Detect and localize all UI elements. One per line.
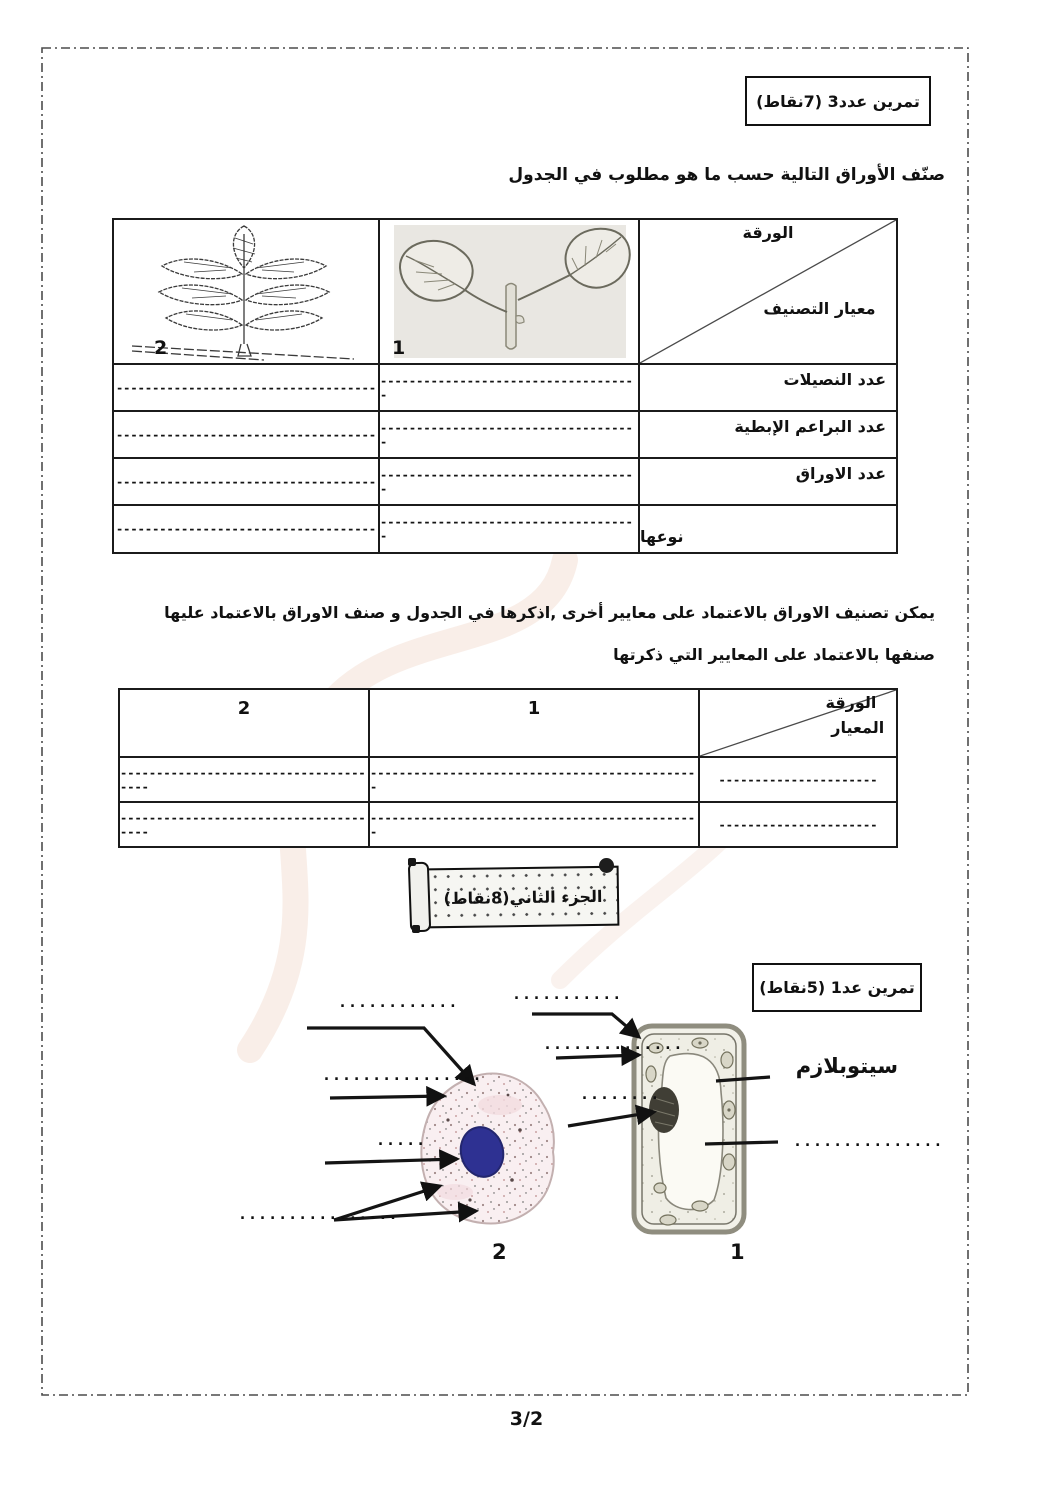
answer-blank: ---------------------------------------------- <box>370 758 698 801</box>
classification-table-2 <box>118 688 898 848</box>
answer-blank: ------------------------------------ <box>380 365 638 410</box>
table2-col1-header: 1 <box>370 690 698 756</box>
animal-cell-number: 2 <box>492 1240 507 1264</box>
animal-nucleus-label-blank: ..... <box>376 1131 427 1149</box>
answer-blank: ------------------------------------ <box>114 365 378 410</box>
banner-roll-cap-top <box>408 858 416 866</box>
page-number: 3/2 <box>509 1408 544 1430</box>
table2-corner-criterion-label: المعيار <box>831 717 885 737</box>
table1-corner-criterion-label: معيار التصنيف <box>763 298 876 318</box>
banner-scroll-roll <box>408 862 431 933</box>
answer-blank: ---------------------------------------------- <box>370 803 698 846</box>
animal-membrane-label-blank: ................ <box>322 1066 483 1084</box>
banner-scroll-knob <box>599 858 614 873</box>
plant-cell-number: 1 <box>730 1240 745 1264</box>
exercise1-title: تمرين عد1 (5نقاط) <box>759 978 915 997</box>
row-label-leaf-type: نوعها <box>640 506 896 552</box>
criterion-blank: ---------------------- <box>700 803 896 846</box>
criterion-blank: ---------------------- <box>700 758 896 801</box>
answer-blank: ------------------------------------ <box>380 459 638 504</box>
animal-bottom-label-blank: ................ <box>238 1205 399 1223</box>
figure2-number: 2 <box>154 337 168 359</box>
answer-blank: ------------------------------------ <box>114 459 378 504</box>
row-label-leaves-count: عدد الاوراق <box>640 459 896 504</box>
plant-cell-figure <box>634 1026 744 1232</box>
row-label-leaflets-count: عدد النصيلات <box>640 365 896 410</box>
answer-blank: -------------------------------------- <box>120 758 368 801</box>
simple-leaf-figure <box>380 220 638 363</box>
simple-leaf-cell <box>380 220 638 363</box>
row-label-axillary-buds-count: عدد البراعم الإبطية <box>640 412 896 457</box>
answer-blank: -------------------------------------- <box>120 803 368 846</box>
part2-banner-label: الجزء الثاني(8نقاط) <box>443 886 603 908</box>
note-line-2: صنفها بالاعتماد على المعايير التي ذكرتها <box>613 645 935 664</box>
classification-table-1 <box>112 218 898 554</box>
animal-top-label-blank: ............ <box>338 993 459 1011</box>
table1-corner-cell <box>640 220 896 363</box>
answer-blank: ------------------------------------ <box>114 506 378 552</box>
table2-corner-leaf-label: الورقة <box>825 693 877 712</box>
plant-wall-label-blank: .............. <box>543 1035 684 1053</box>
table2-col2-header: 2 <box>120 690 368 756</box>
answer-blank: ------------------------------------ <box>380 412 638 457</box>
exercise3-title: تمرين عدد3 (7نقاط) <box>756 91 920 111</box>
table2-corner-cell <box>700 690 896 756</box>
exercise1-title-box <box>752 963 922 1012</box>
note-line-1: يمكن تصنيف الاوراق بالاعتماد على معايير أخرى ,اذكرها في الجدول و صنف الاوراق بالاعتماد عليها <box>164 603 935 622</box>
table1-corner-leaf-label: الورقة <box>742 223 794 242</box>
part2-banner <box>427 866 620 929</box>
banner-roll-cap-bottom <box>412 925 420 933</box>
exercise3-instruction: صنّف الأوراق التالية حسب ما هو مطلوب في الجدول <box>508 165 945 185</box>
plant-top-label-blank: ........... <box>512 985 623 1003</box>
cytoplasm-label: سيتوبلازم <box>795 1054 898 1078</box>
plant-vacuole-label-blank: ............... <box>793 1132 944 1150</box>
figure1-number: 1 <box>392 337 406 359</box>
plant-nucleus-label-blank: ........ <box>580 1085 661 1103</box>
answer-blank: ------------------------------------ <box>380 506 638 552</box>
compound-leaf-cell <box>114 220 378 363</box>
answer-blank: ------------------------------------ <box>114 412 378 457</box>
exercise3-title-box <box>745 76 931 126</box>
